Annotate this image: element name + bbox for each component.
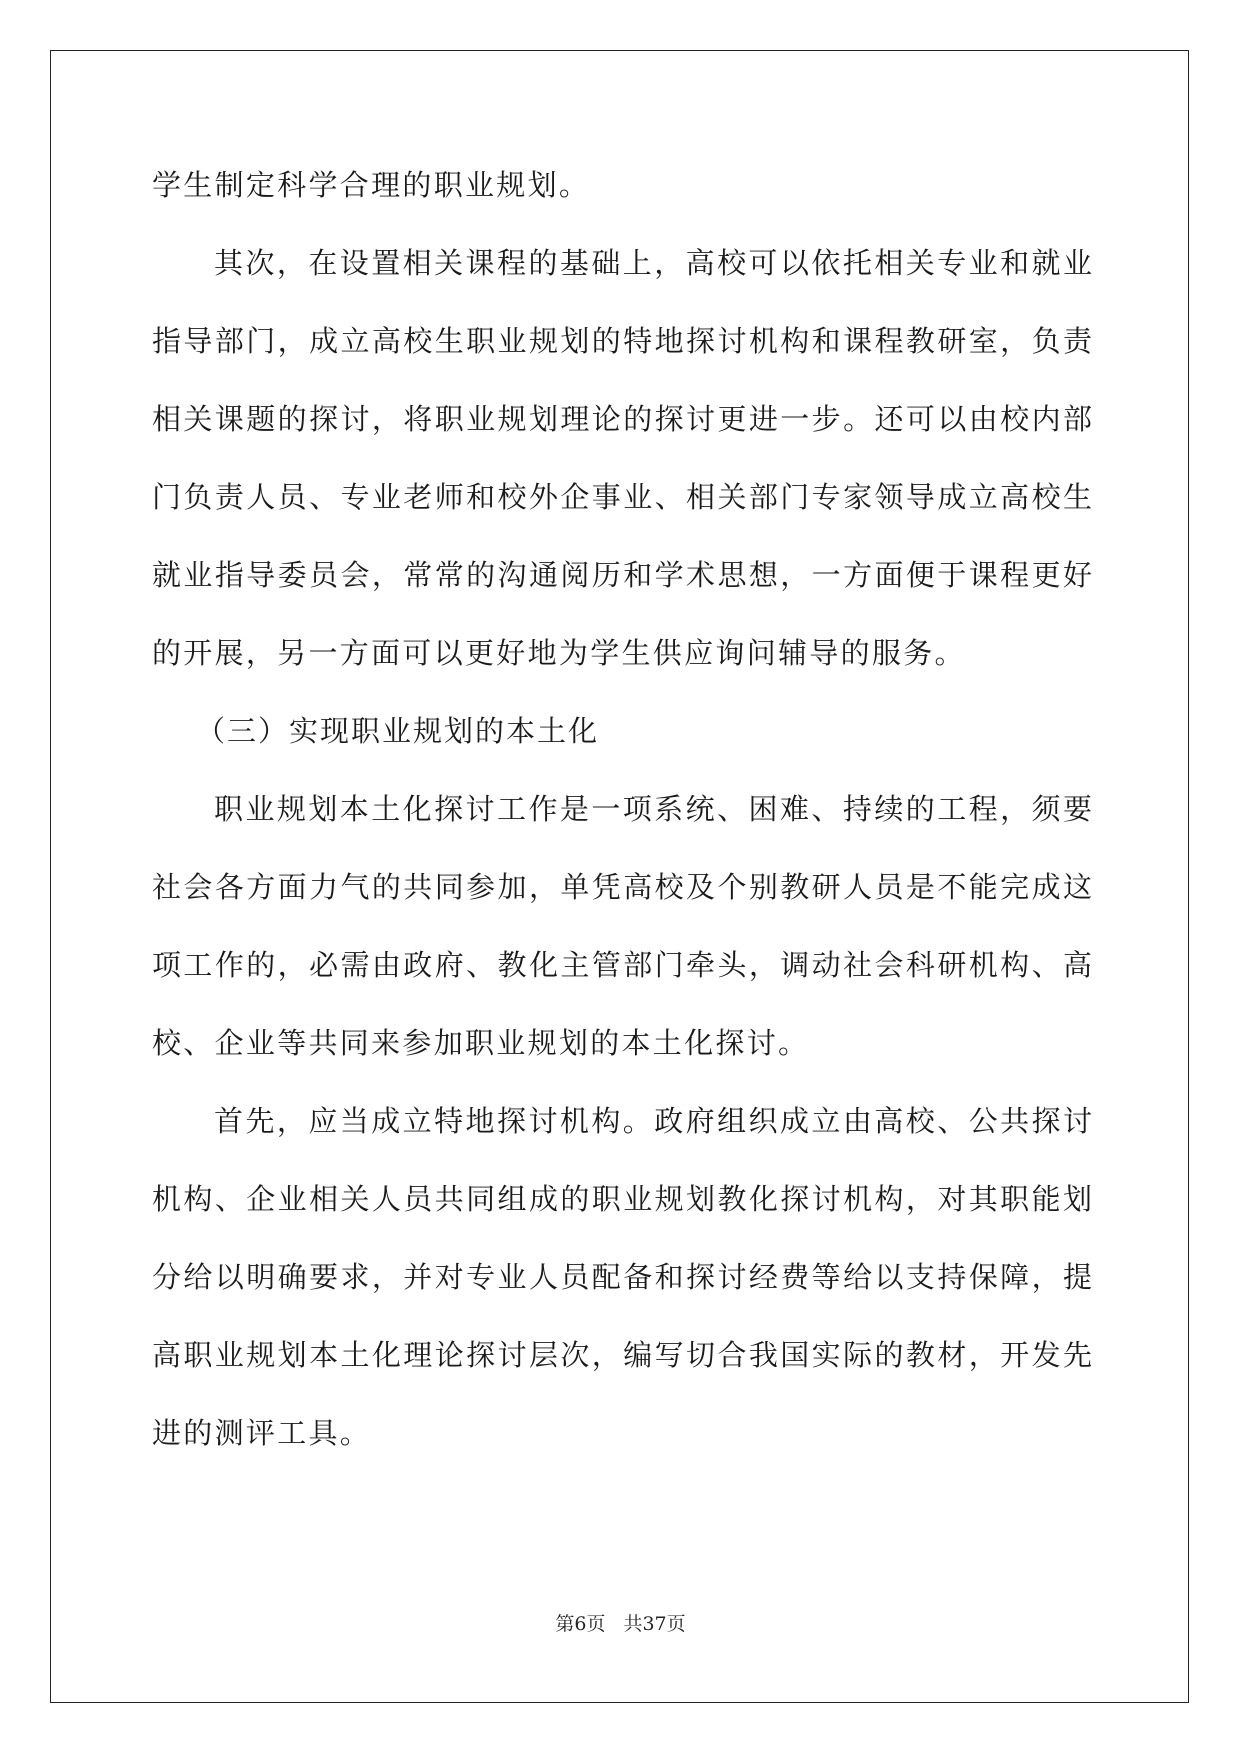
section-heading: （三）实现职业规划的本土化	[196, 714, 600, 748]
paragraph-line: 首先，应当成立特地探讨机构。政府组织成立由高校、公共探讨	[214, 1104, 1092, 1138]
paragraph-line: 的开展，另一方面可以更好地为学生供应询问辅导的服务。	[152, 636, 966, 670]
paragraph-line: 项工作的，必需由政府、教化主管部门牵头，调动社会科研机构、高	[152, 948, 1092, 982]
paragraph-line: 校、企业等共同来参加职业规划的本土化探讨。	[152, 1026, 810, 1060]
paragraph-line: 分给以明确要求，并对专业人员配备和探讨经费等给以支持保障，提	[152, 1260, 1092, 1294]
paragraph-line: 社会各方面力气的共同参加，单凭高校及个别教研人员是不能完成这	[152, 870, 1092, 904]
paragraph-line: 指导部门，成立高校生职业规划的特地探讨机构和课程教研室，负责	[152, 324, 1092, 358]
paragraph-line: 进的测评工具。	[152, 1416, 372, 1450]
paragraph-line: 相关课题的探讨，将职业规划理论的探讨更进一步。还可以由校内部	[152, 402, 1092, 436]
paragraph-line: 就业指导委员会，常常的沟通阅历和学术思想，一方面便于课程更好	[152, 558, 1092, 592]
page-footer	[0, 1612, 1241, 1636]
page-total: 共37页	[623, 1613, 686, 1635]
paragraph-line: 职业规划本土化探讨工作是一项系统、困难、持续的工程，须要	[214, 792, 1092, 826]
page-number: 第6页	[555, 1613, 606, 1635]
paragraph-line: 高职业规划本土化理论探讨层次，编写切合我国实际的教材，开发先	[152, 1338, 1092, 1372]
paragraph-line: 其次，在设置相关课程的基础上，高校可以依托相关专业和就业	[214, 246, 1092, 280]
paragraph-line: 学生制定科学合理的职业规划。	[152, 168, 591, 202]
paragraph-line: 机构、企业相关人员共同组成的职业规划教化探讨机构，对其职能划	[152, 1182, 1092, 1216]
paragraph-line: 门负责人员、专业老师和校外企事业、相关部门专家领导成立高校生	[152, 480, 1092, 514]
